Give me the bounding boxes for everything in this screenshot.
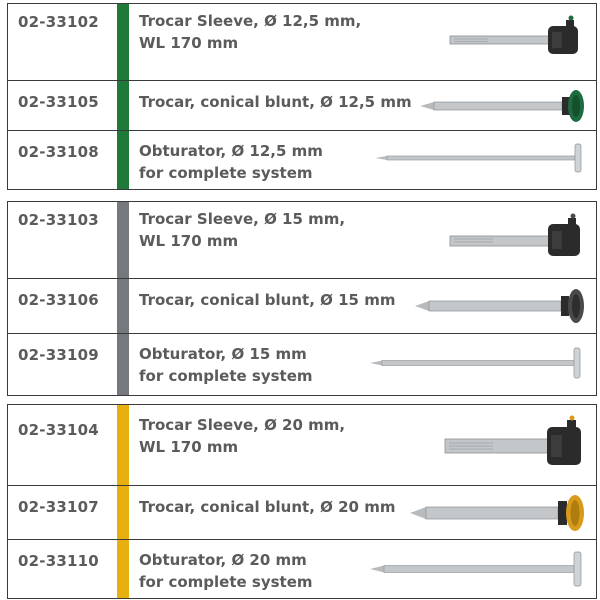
description-line-2: for complete system (139, 367, 313, 385)
product-group-12-5 (7, 3, 597, 190)
table-row (8, 333, 596, 395)
description-line-1: Trocar Sleeve, Ø 20 mm, (139, 416, 346, 434)
conical-blunt-trocar-icon (418, 85, 588, 127)
table-row (8, 4, 596, 80)
article-code: 02-33107 (18, 498, 99, 516)
article-code: 02-33105 (18, 93, 99, 111)
obturator-icon (368, 346, 588, 380)
table-row (8, 278, 596, 333)
trocar-sleeve-icon (448, 12, 588, 62)
description-line-1: Trocar, conical blunt, Ø 12,5 mm (139, 93, 412, 111)
product-description (139, 343, 313, 387)
product-description (139, 140, 323, 184)
description-line-2: WL 170 mm (139, 232, 239, 250)
trocar-sleeve-icon (448, 212, 588, 266)
table-row (8, 80, 596, 130)
product-description (139, 414, 345, 458)
article-code: 02-33106 (18, 291, 99, 309)
description-line-1: Trocar Sleeve, Ø 12,5 mm, (139, 12, 362, 30)
description-line-2: WL 170 mm (139, 34, 239, 52)
description-line-1: Obturator, Ø 15 mm (139, 345, 307, 363)
article-code: 02-33103 (18, 211, 99, 229)
description-line-1: Trocar Sleeve, Ø 15 mm, (139, 210, 346, 228)
description-line-2: for complete system (139, 164, 313, 182)
product-description (139, 10, 361, 54)
product-group-20 (7, 404, 597, 599)
obturator-icon (368, 550, 588, 588)
description-line-1: Obturator, Ø 20 mm (139, 551, 307, 569)
trocar-sleeve-icon (443, 413, 588, 475)
article-code: 02-33108 (18, 143, 99, 161)
description-line-1: Obturator, Ø 12,5 mm (139, 142, 323, 160)
product-description (139, 208, 345, 252)
description-line-2: WL 170 mm (139, 438, 239, 456)
table-row (8, 202, 596, 278)
article-code: 02-33109 (18, 346, 99, 364)
table-row (8, 539, 596, 598)
product-description (139, 549, 313, 593)
product-description (139, 289, 395, 311)
article-code: 02-33102 (18, 13, 99, 31)
article-code: 02-33104 (18, 421, 99, 439)
table-row (8, 405, 596, 485)
product-group-15 (7, 201, 597, 396)
conical-blunt-trocar-icon (408, 491, 588, 535)
conical-blunt-trocar-icon (413, 285, 588, 327)
description-line-1: Trocar, conical blunt, Ø 20 mm (139, 498, 396, 516)
obturator-icon (373, 141, 588, 175)
description-line-2: for complete system (139, 573, 313, 591)
table-row (8, 485, 596, 539)
product-description (139, 91, 412, 113)
article-code: 02-33110 (18, 552, 99, 570)
table-row (8, 130, 596, 189)
description-line-1: Trocar, conical blunt, Ø 15 mm (139, 291, 396, 309)
product-description (139, 496, 395, 518)
